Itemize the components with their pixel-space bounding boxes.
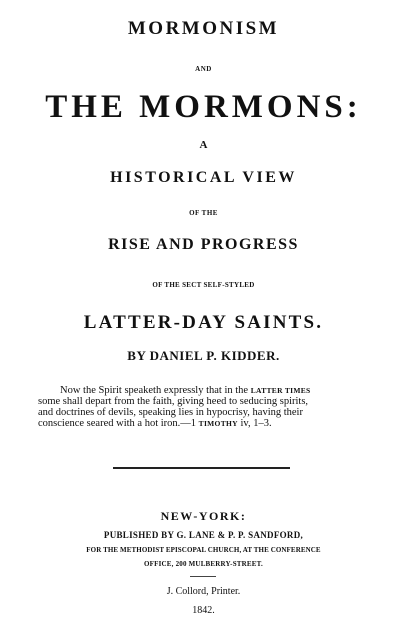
imprint-publisher: PUBLISHED BY G. LANE & P. P. SANDFORD, <box>103 530 304 540</box>
imprint-city: NEW-YORK: <box>160 509 247 523</box>
imprint-year: 1842. <box>192 605 215 616</box>
subtitle-rise-and-progress: RISE AND PROGRESS <box>108 236 299 253</box>
title-line-mormonism: MORMONISM <box>127 18 280 39</box>
epigraph-citation-small-caps: TIMOTHY <box>198 419 238 428</box>
horizontal-rule <box>113 467 290 469</box>
epigraph-line-4-text: conscience seared with a hot iron.—1 <box>38 418 199 429</box>
epigraph-line-1-text: Now the Spirit speaketh expressly that in the <box>60 385 251 396</box>
imprint-printer: J. Collord, Printer. <box>166 586 241 597</box>
subtitle-historical-view: HISTORICAL VIEW <box>110 169 297 186</box>
epigraph-line-1 <box>38 385 383 396</box>
connector-of-the: OF THE <box>189 209 218 217</box>
epigraph-small-caps: LATTER TIMES <box>250 386 311 395</box>
epigraph <box>38 385 383 429</box>
epigraph-citation-ref: iv, 1–3. <box>237 418 272 429</box>
connector-sect-self-styled: OF THE SECT SELF-STYLED <box>152 281 255 289</box>
imprint-for-line: FOR THE METHODIST EPISCOPAL CHURCH, AT THE CONFERENCE <box>86 546 321 554</box>
subtitle-latter-day-saints: LATTER-DAY SAINTS. <box>83 312 324 333</box>
epigraph-line-3: and doctrines of devils, speaking lies in hypocrisy, having their <box>38 407 303 418</box>
article-a: A <box>199 139 208 151</box>
imprint-office-line: OFFICE, 200 MULBERRY-STREET. <box>144 560 263 568</box>
title-line-the-mormons: THE MORMONS: <box>45 89 362 125</box>
short-rule <box>190 576 216 577</box>
epigraph-line-4 <box>38 418 383 429</box>
connector-and: AND <box>195 65 212 73</box>
epigraph-line-2: some shall depart from the faith, giving heed to seducing spirits, <box>38 396 309 407</box>
author-line: BY DANIEL P. KIDDER. <box>127 348 280 363</box>
